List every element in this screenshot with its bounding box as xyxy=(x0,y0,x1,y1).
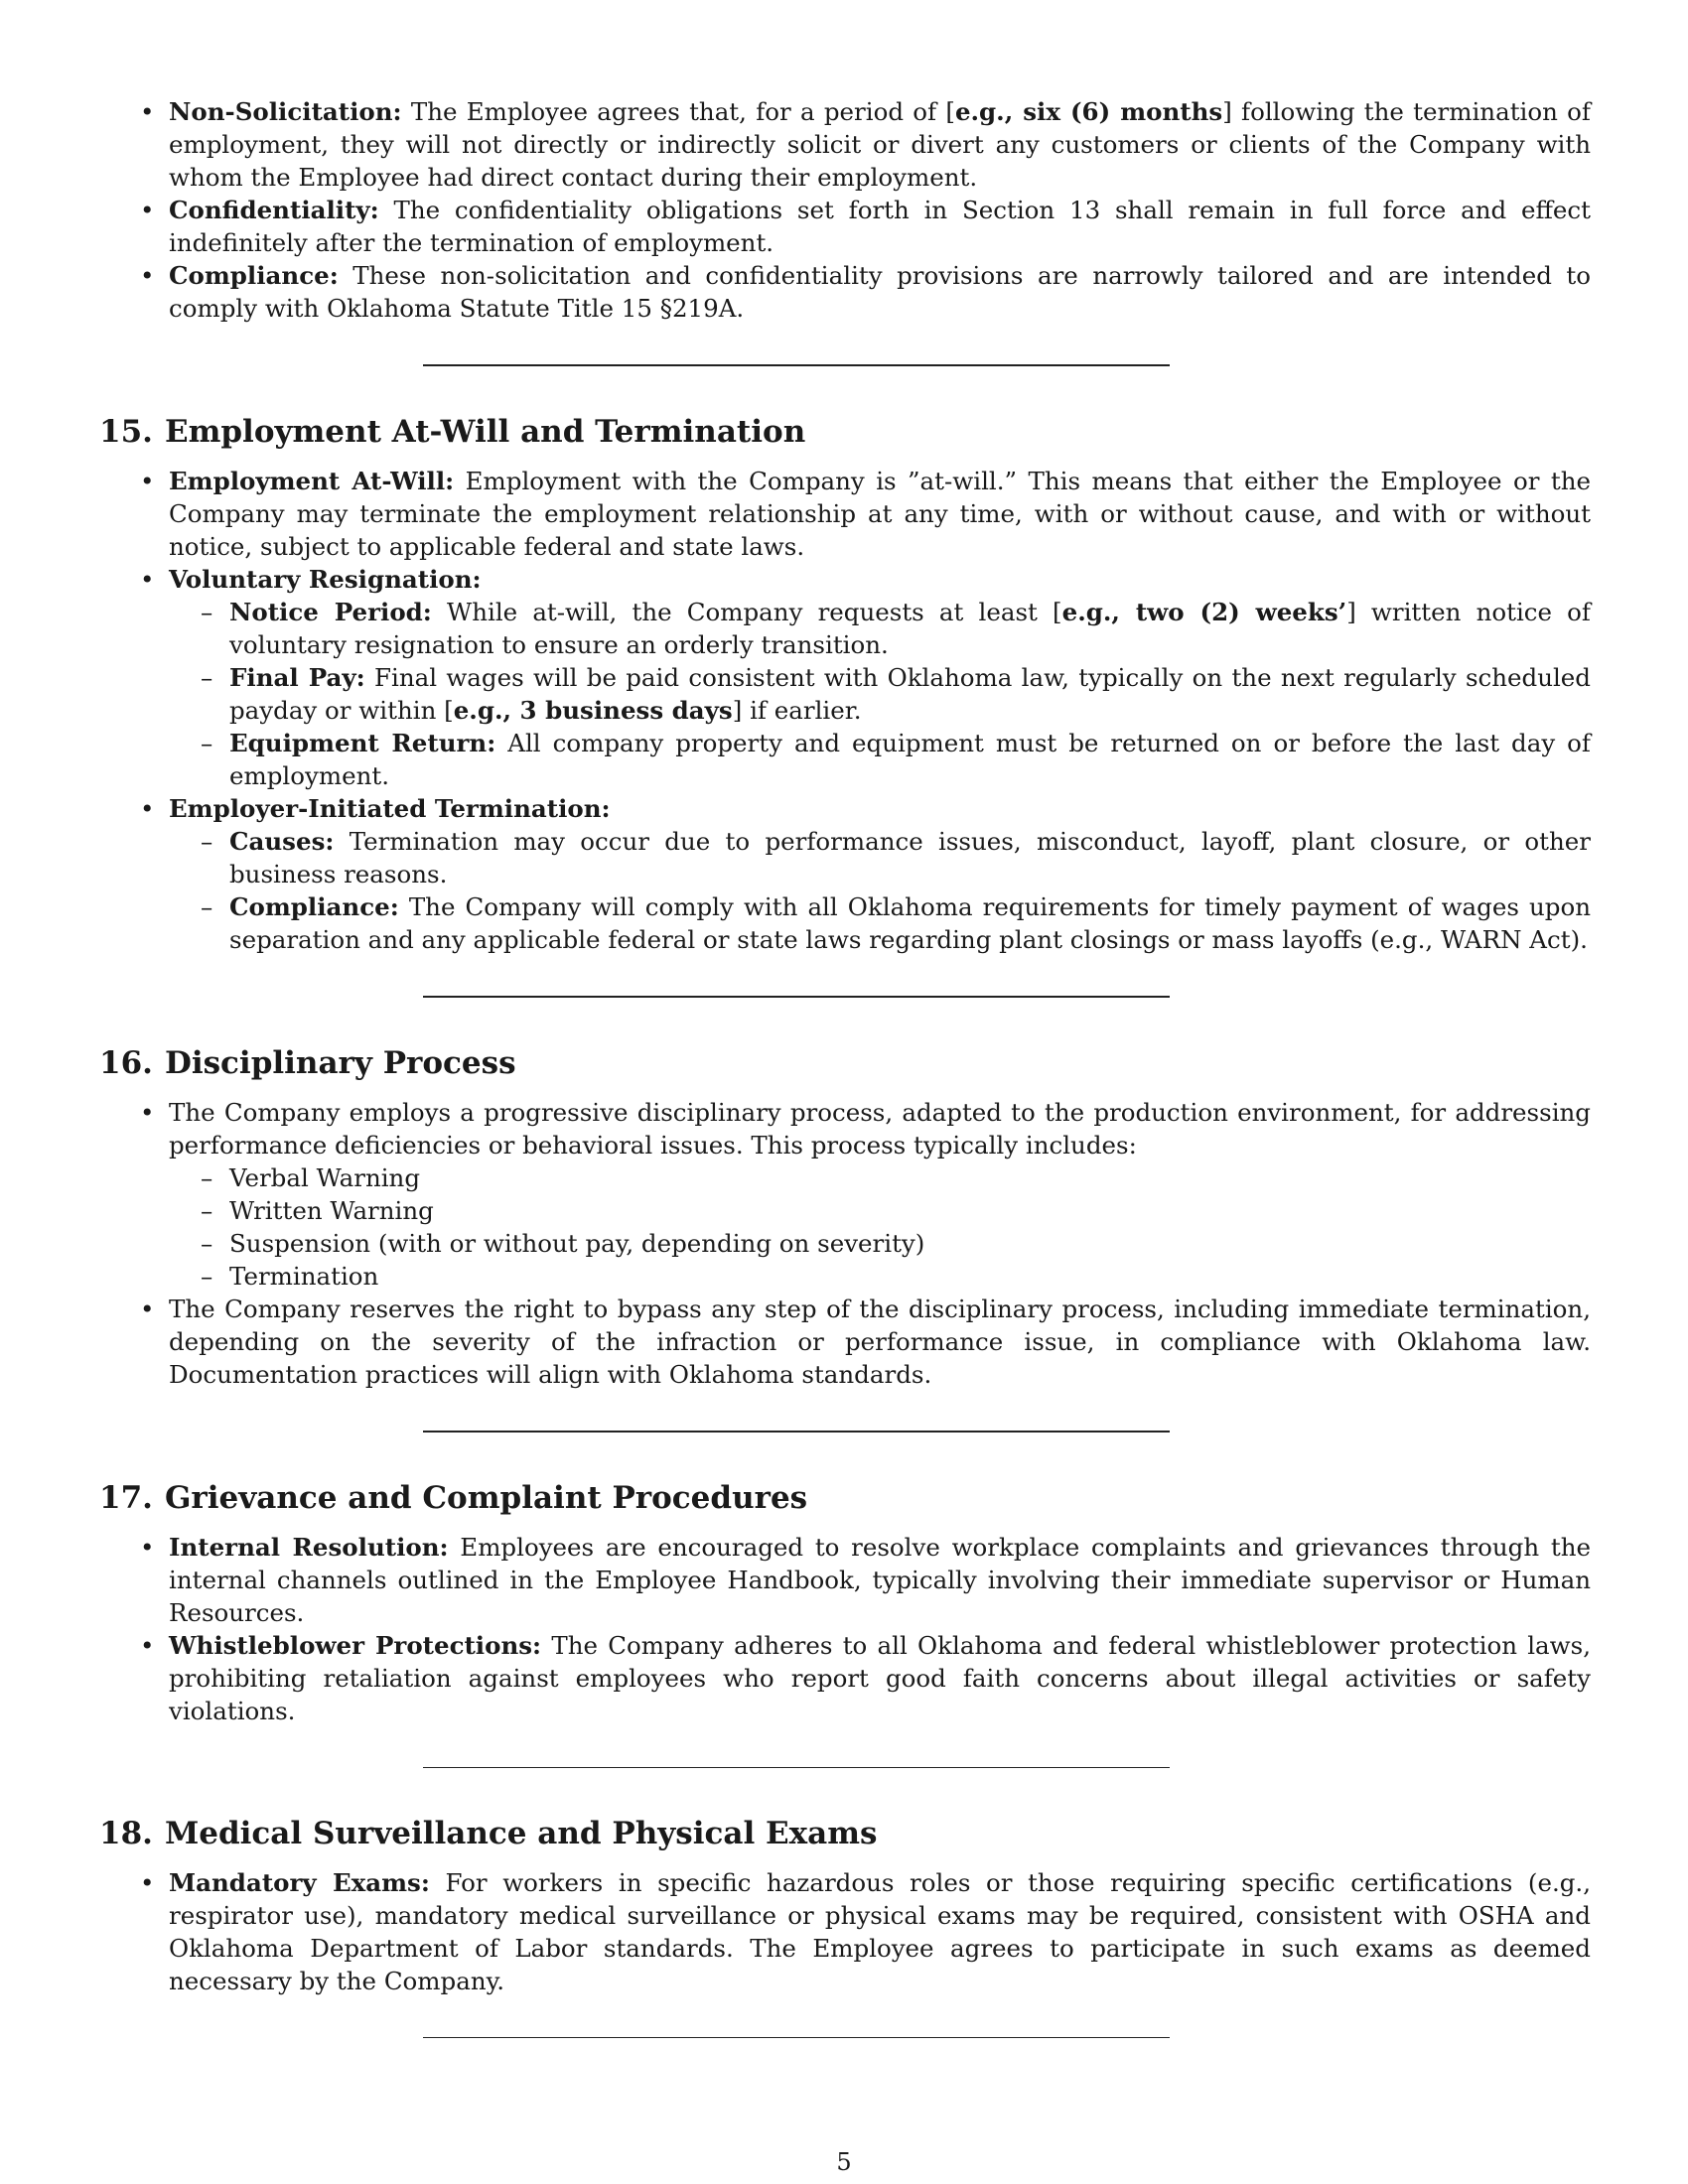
sub-item-equipment-return: – Equipment Return: All company property and equipment must be returned on or before the last day of employment. xyxy=(169,727,1591,792)
list-item-confidentiality: • Confidentiality: The confidentiality obligations set forth in Section 13 shall remain in full force and effect indefinitely after the termination of employment. xyxy=(99,194,1591,259)
step-item: – Verbal Warning xyxy=(169,1161,1591,1194)
list-item-disciplinary-intro: • The Company employs a progressive disciplinary process, adapted to the production environment, for addressing performance deficiencies or behavioral issues. This process typically includes: – Verbal Warning – Written Warning – Suspension (with or without pay, depending on severity) – Termination xyxy=(99,1096,1591,1293)
section-divider xyxy=(423,364,1170,366)
disciplinary-steps xyxy=(169,1161,1591,1293)
list-item-at-will: • Employment At-Will: Employment with the Company is ”at-will.” This means that either the Employee or the Company may terminate the employment relationship at any time, with or without cause, and with or without notice, subject to applicable federal and state laws. xyxy=(99,465,1591,563)
sub-item-causes: – Causes: Termination may occur due to performance issues, misconduct, layoff, plant closure, or other business reasons. xyxy=(169,825,1591,890)
step-item: – Suspension (with or without pay, depending on severity) xyxy=(169,1227,1591,1260)
section-divider xyxy=(423,2037,1170,2038)
sub-item-notice-period: – Notice Period: While at-will, the Company requests at least [e.g., two (2) weeks’] written notice of voluntary resignation to ensure an orderly transition. xyxy=(169,596,1591,661)
employer-sublist xyxy=(169,825,1591,956)
voluntary-sublist xyxy=(169,596,1591,792)
section-divider xyxy=(423,996,1170,998)
step-item: – Written Warning xyxy=(169,1194,1591,1227)
section-heading-15: 15. Employment At-Will and Termination xyxy=(99,414,806,450)
section-15-list xyxy=(99,465,1591,956)
section-heading-16: 16. Disciplinary Process xyxy=(99,1045,516,1081)
list-item-whistleblower: • Whistleblower Protections: The Company adheres to all Oklahoma and federal whistleblower protection laws, prohibiting retaliation against employees who report good faith concerns about illegal activities or safety violations. xyxy=(99,1629,1591,1727)
document-page xyxy=(99,95,1591,2038)
section-17-list xyxy=(99,1531,1591,1727)
list-item-non-solicitation: • Non-Solicitation: The Employee agrees that, for a period of [e.g., six (6) months] following the termination of employment, they will not directly or indirectly solicit or divert any customers or clients of the Company with whom the Employee had direct contact during their employment. xyxy=(99,95,1591,194)
list-item-compliance: • Compliance: These non-solicitation and confidentiality provisions are narrowly tailored and are intended to comply with Oklahoma Statute Title 15 §219A. xyxy=(99,259,1591,325)
section-18-list xyxy=(99,1866,1591,1997)
list-item-mandatory-exams: • Mandatory Exams: For workers in specific hazardous roles or those requiring specific certifications (e.g., respirator use), mandatory medical surveillance or physical exams may be required, consistent with OSHA and Oklahoma Department of Labor standards. The Employee agrees to participate in such exams as deemed necessary by the Company. xyxy=(99,1866,1591,1997)
sub-item-final-pay: – Final Pay: Final wages will be paid consistent with Oklahoma law, typically on the next regularly scheduled payday or within [e.g., 3 business days] if earlier. xyxy=(169,661,1591,727)
list-item-internal-resolution: • Internal Resolution: Employees are encouraged to resolve workplace complaints and grievances through the internal channels outlined in the Employee Handbook, typically involving their immediate supervisor or Human Resources. xyxy=(99,1531,1591,1629)
step-item: – Termination xyxy=(169,1260,1591,1293)
section-divider xyxy=(423,1767,1170,1768)
sub-item-compliance: – Compliance: The Company will comply with all Oklahoma requirements for timely payment of wages upon separation and any applicable federal or state laws regarding plant closings or mass layoffs (e.g., WARN Act). xyxy=(169,890,1591,956)
page-number: 5 xyxy=(836,2148,852,2176)
list-item-reserve-right: • The Company reserves the right to bypass any step of the disciplinary process, including immediate termination, depending on the severity of the infraction or performance issue, in compliance with Oklahoma law. Documentation practices will align with Oklahoma standards. xyxy=(99,1293,1591,1391)
list-item-voluntary-resignation: • Voluntary Resignation: – Notice Period: While at-will, the Company requests at least [e.g., two (2) weeks’] written notice of voluntary resignation to ensure an orderly transition. – Final Pay: Final wages will be paid consistent with Oklahoma law, typically on the next regularly scheduled payday or within [e.g., 3 business days] if earlier. – Equipment Return: All company property and equipment must be returned on or before the last day of employment. xyxy=(99,563,1591,792)
section-16-list xyxy=(99,1096,1591,1391)
continued-list xyxy=(99,95,1591,325)
section-heading-18: 18. Medical Surveillance and Physical Exams xyxy=(99,1816,878,1851)
list-item-employer-termination: • Employer-Initiated Termination: – Causes: Termination may occur due to performance issues, misconduct, layoff, plant closure, or other business reasons. – Compliance: The Company will comply with all Oklahoma requirements for timely payment of wages upon separation and any applicable federal or state laws regarding plant closings or mass layoffs (e.g., WARN Act). xyxy=(99,792,1591,956)
section-divider xyxy=(423,1431,1170,1433)
section-heading-17: 17. Grievance and Complaint Procedures xyxy=(99,1480,808,1516)
